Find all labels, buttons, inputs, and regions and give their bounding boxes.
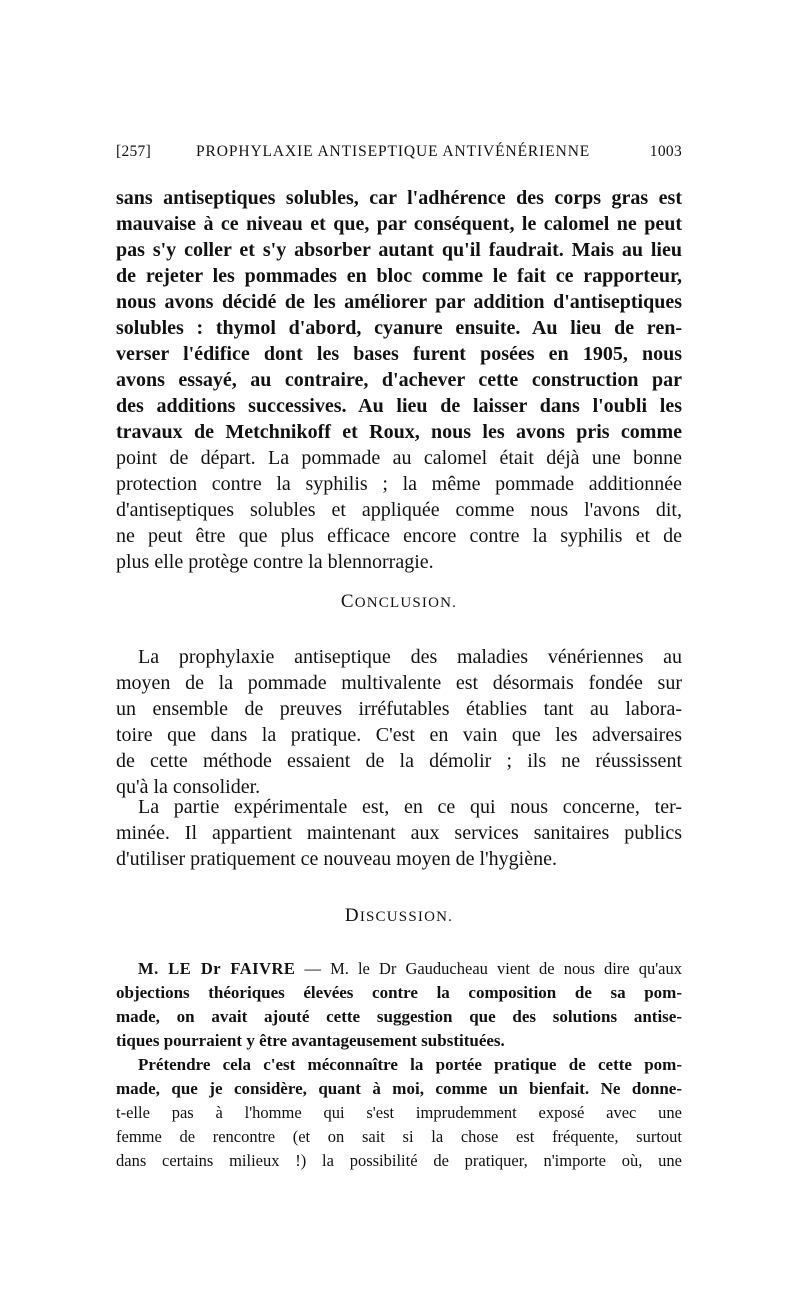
text-line: d'antiseptiques solubles et appliquée comme nous l'avons dit, bbox=[116, 499, 682, 521]
text-line: objections théoriques élevées contre la composition de sa pom- bbox=[116, 983, 682, 1002]
text-line: made, on avait ajouté cette suggestion que des solutions antise- bbox=[116, 1007, 682, 1026]
text-line: femme de rencontre (et on sait si la chose est fréquente, surtout bbox=[116, 1127, 682, 1146]
running-title: PROPHYLAXIE ANTISEPTIQUE ANTIVÉNÉRIENNE bbox=[196, 143, 591, 160]
text-line: nous avons décidé de les améliorer par addition d'antiseptiques bbox=[116, 291, 682, 313]
speaker-name: M. LE Dr FAIVRE bbox=[138, 959, 296, 978]
text-line: La partie expérimentale est, en ce qui nous concerne, ter- bbox=[138, 796, 682, 818]
paragraph-conclusion-a bbox=[116, 644, 682, 800]
text-line: t-elle pas à l'homme qui s'est imprudemment exposé avec une bbox=[116, 1103, 682, 1122]
text-line: de rejeter les pommades en bloc comme le fait ce rapporteur, bbox=[116, 265, 682, 287]
paragraph-intro bbox=[116, 185, 682, 575]
text-line: sans antiseptiques solubles, car l'adhérence des corps gras est bbox=[116, 187, 682, 209]
section-heading-conclusion: CONCLUSION. bbox=[340, 591, 458, 612]
text-line: moyen de la pommade multivalente est désormais fondée sur bbox=[116, 672, 682, 694]
section-heading-discussion: DISCUSSION. bbox=[344, 905, 454, 926]
text-line: Prétendre cela c'est méconnaître la portée pratique de cette pom- bbox=[138, 1055, 682, 1074]
text-line: avons essayé, au contraire, d'achever cette construction par bbox=[116, 369, 682, 391]
page-reference: [257] bbox=[116, 143, 152, 160]
paragraph-conclusion-b bbox=[116, 794, 682, 872]
paragraph-discussion-a bbox=[116, 957, 682, 1053]
page-number: 1003 bbox=[649, 143, 682, 160]
text-line: des additions successives. Au lieu de laisser dans l'oubli les bbox=[116, 395, 682, 417]
text-line: verser l'édifice dont les bases furent posées en 1905, nous bbox=[116, 343, 682, 365]
running-header bbox=[116, 143, 682, 167]
text-line: ne peut être que plus efficace encore contre la syphilis et de bbox=[116, 525, 682, 547]
text-line: solubles : thymol d'abord, cyanure ensuite. Au lieu de ren- bbox=[116, 317, 682, 339]
text-line: point de départ. La pommade au calomel était déjà une bonne bbox=[116, 447, 682, 469]
text-line: d'utiliser pratiquement ce nouveau moyen de l'hygiène. bbox=[116, 848, 557, 870]
text-line: dans certains milieux !) la possibilité de pratiquer, n'importe où, une bbox=[116, 1151, 682, 1170]
paragraph-discussion-b bbox=[116, 1053, 682, 1173]
text-line: toire que dans la pratique. C'est en vain que les adversaires bbox=[116, 724, 682, 746]
text-line: travaux de Metchnikoff et Roux, nous les avons pris comme bbox=[116, 421, 682, 443]
text-line: tiques pourraient y être avantageusement substituées. bbox=[116, 1031, 505, 1050]
text-line: qu'à la consolider. bbox=[116, 776, 261, 798]
text-line: plus elle protège contre la blennorragie. bbox=[116, 551, 434, 573]
text-line: mauvaise à ce niveau et que, par conséquent, le calomel ne peut bbox=[116, 213, 682, 235]
text-line: un ensemble de preuves irréfutables établies tant au labora- bbox=[116, 698, 682, 720]
text-line: protection contre la syphilis ; la même pommade additionnée bbox=[116, 473, 682, 495]
text-line: de cette méthode essaient de la démolir ; ils ne réussissent bbox=[116, 750, 682, 772]
text-line: La prophylaxie antiseptique des maladies vénériennes au bbox=[138, 646, 682, 668]
text-line: minée. Il appartient maintenant aux services sanitaires publics bbox=[116, 822, 682, 844]
text-line: pas s'y coller et s'y absorber autant qu'il faudrait. Mais au lieu bbox=[116, 239, 682, 261]
text-line: made, que je considère, quant à moi, comme un bienfait. Ne donne- bbox=[116, 1079, 682, 1098]
text-line: M. LE Dr FAIVRE — M. le Dr Gauducheau vient de nous dire qu'aux bbox=[138, 959, 682, 978]
